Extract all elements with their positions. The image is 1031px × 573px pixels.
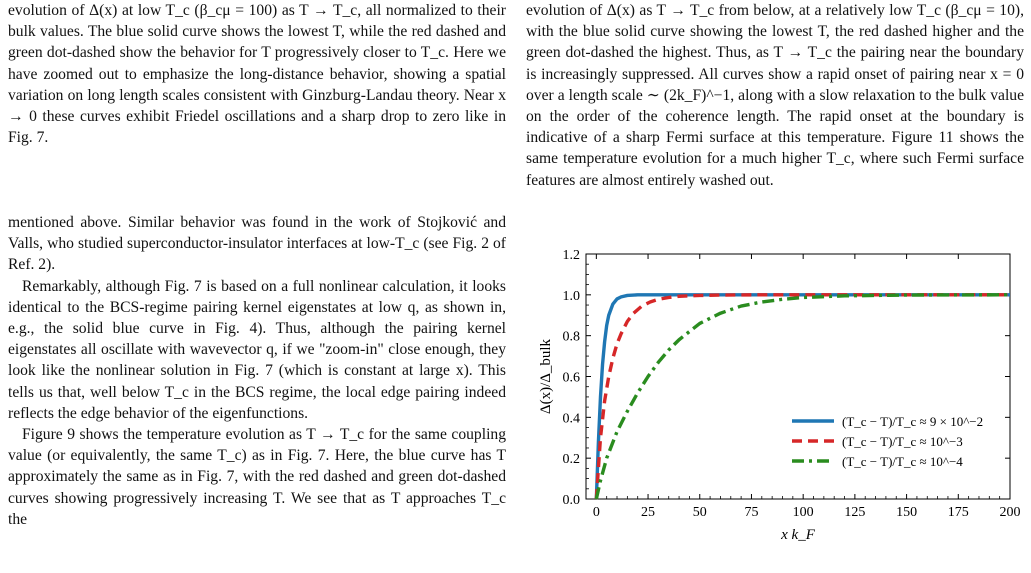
figure-caption-left: evolution of Δ(x) at low T_c (β_cμ = 100) as T → T_c, all normalized to their bulk values. The blue solid curve shows the lowest T, while the red dashed and green dot-dashed show the behavior for T progressively closer to T_c. Here we have zoomed out to emphasize the long-distance behavior, showing a spatial variation on long length scales consistent with Ginzburg-Landau theory. Near x → 0 these curves exhibit Friedel oscillations and a sharp drop to zero like in Fig. 7. bbox=[8, 2, 506, 147]
y-tick-label: 1.0 bbox=[562, 288, 580, 304]
x-tick-label: 25 bbox=[641, 505, 656, 520]
figure-chart bbox=[536, 234, 1026, 564]
figure-caption-right: evolution of Δ(x) as T → T_c from below, at a relatively low T_c (β_cμ = 10), with the blue solid curve showing the lowest T, the red dashed higher and the green dot-dashed the highest. Thus, as T → T_c the pairing near the boundary is increasingly suppressed. All curves show a rapid onset of pairing near x = 0 over a length scale ∼ (2k_F)^−1, along with a slow relaxation to the bulk value on the order of the coherence length. The rapid onset at the boundary is indicative of a sharp Fermi surface at this temperature. Figure 11 shows the same temperature evolution for a much higher T_c, where such Fermi surface features are almost entirely washed out. bbox=[526, 2, 1024, 189]
right-column bbox=[526, 0, 1024, 242]
x-tick-label: 0 bbox=[592, 505, 600, 520]
y-tick-label: 0.4 bbox=[562, 411, 580, 427]
paragraph-1: mentioned above. Similar behavior was found in the work of Stojković and Valls, who studied superconductor-insulator interfaces at low-T_c (see Fig. 2 of Ref. 2). bbox=[8, 214, 506, 274]
y-axis-label: Δ(x)/Δ_bulk bbox=[538, 338, 554, 415]
paragraph-3: Figure 9 shows the temperature evolution as T → T_c for the same coupling value (or equivalently, the same T_c) as in Fig. 7. Here, the blue curve has T approximately the same as in Fig. 7, with the red dashed and green dot-dashed curves showing progressively increasing T. We see that as T approaches T_c the bbox=[8, 426, 506, 528]
x-tick-label: 75 bbox=[744, 505, 759, 520]
x-tick-label: 125 bbox=[844, 505, 866, 520]
left-column bbox=[8, 0, 506, 530]
x-tick-label: 150 bbox=[896, 505, 918, 520]
legend-label-2: (T_c − T)/T_c ≈ 10^−3 bbox=[842, 434, 963, 449]
y-tick-label: 0.0 bbox=[562, 493, 580, 508]
x-tick-label: 200 bbox=[999, 505, 1021, 520]
x-axis-label: x k_F bbox=[781, 527, 815, 543]
line-chart bbox=[536, 234, 1026, 564]
y-tick-label: 1.2 bbox=[562, 248, 580, 263]
y-tick-label: 0.6 bbox=[562, 370, 580, 386]
x-tick-label: 100 bbox=[792, 505, 814, 520]
y-tick-label: 0.8 bbox=[562, 329, 580, 345]
x-tick-label: 175 bbox=[947, 505, 969, 520]
x-tick-label: 50 bbox=[692, 505, 707, 520]
paragraph-2: Remarkably, although Fig. 7 is based on a full nonlinear calculation, it looks identical to the BCS-regime pairing kernel eigenstates at low q, as shown in, e.g., the solid blue curve in Fig. 4). Thus, although the pairing kernel eigenstates all oscillate with wavevector q, if we "zoom-in" close enough, they look like the nonlinear solution in Fig. 7 (which is constant at large x). This tells us that, well below T_c in the BCS regime, the local edge pairing indeed reflects the edge behavior of the eigenfunctions. bbox=[8, 277, 506, 422]
legend-label-1: (T_c − T)/T_c ≈ 9 × 10^−2 bbox=[842, 414, 984, 429]
legend-label-3: (T_c − T)/T_c ≈ 10^−4 bbox=[842, 454, 963, 469]
y-tick-label: 0.2 bbox=[562, 452, 580, 468]
